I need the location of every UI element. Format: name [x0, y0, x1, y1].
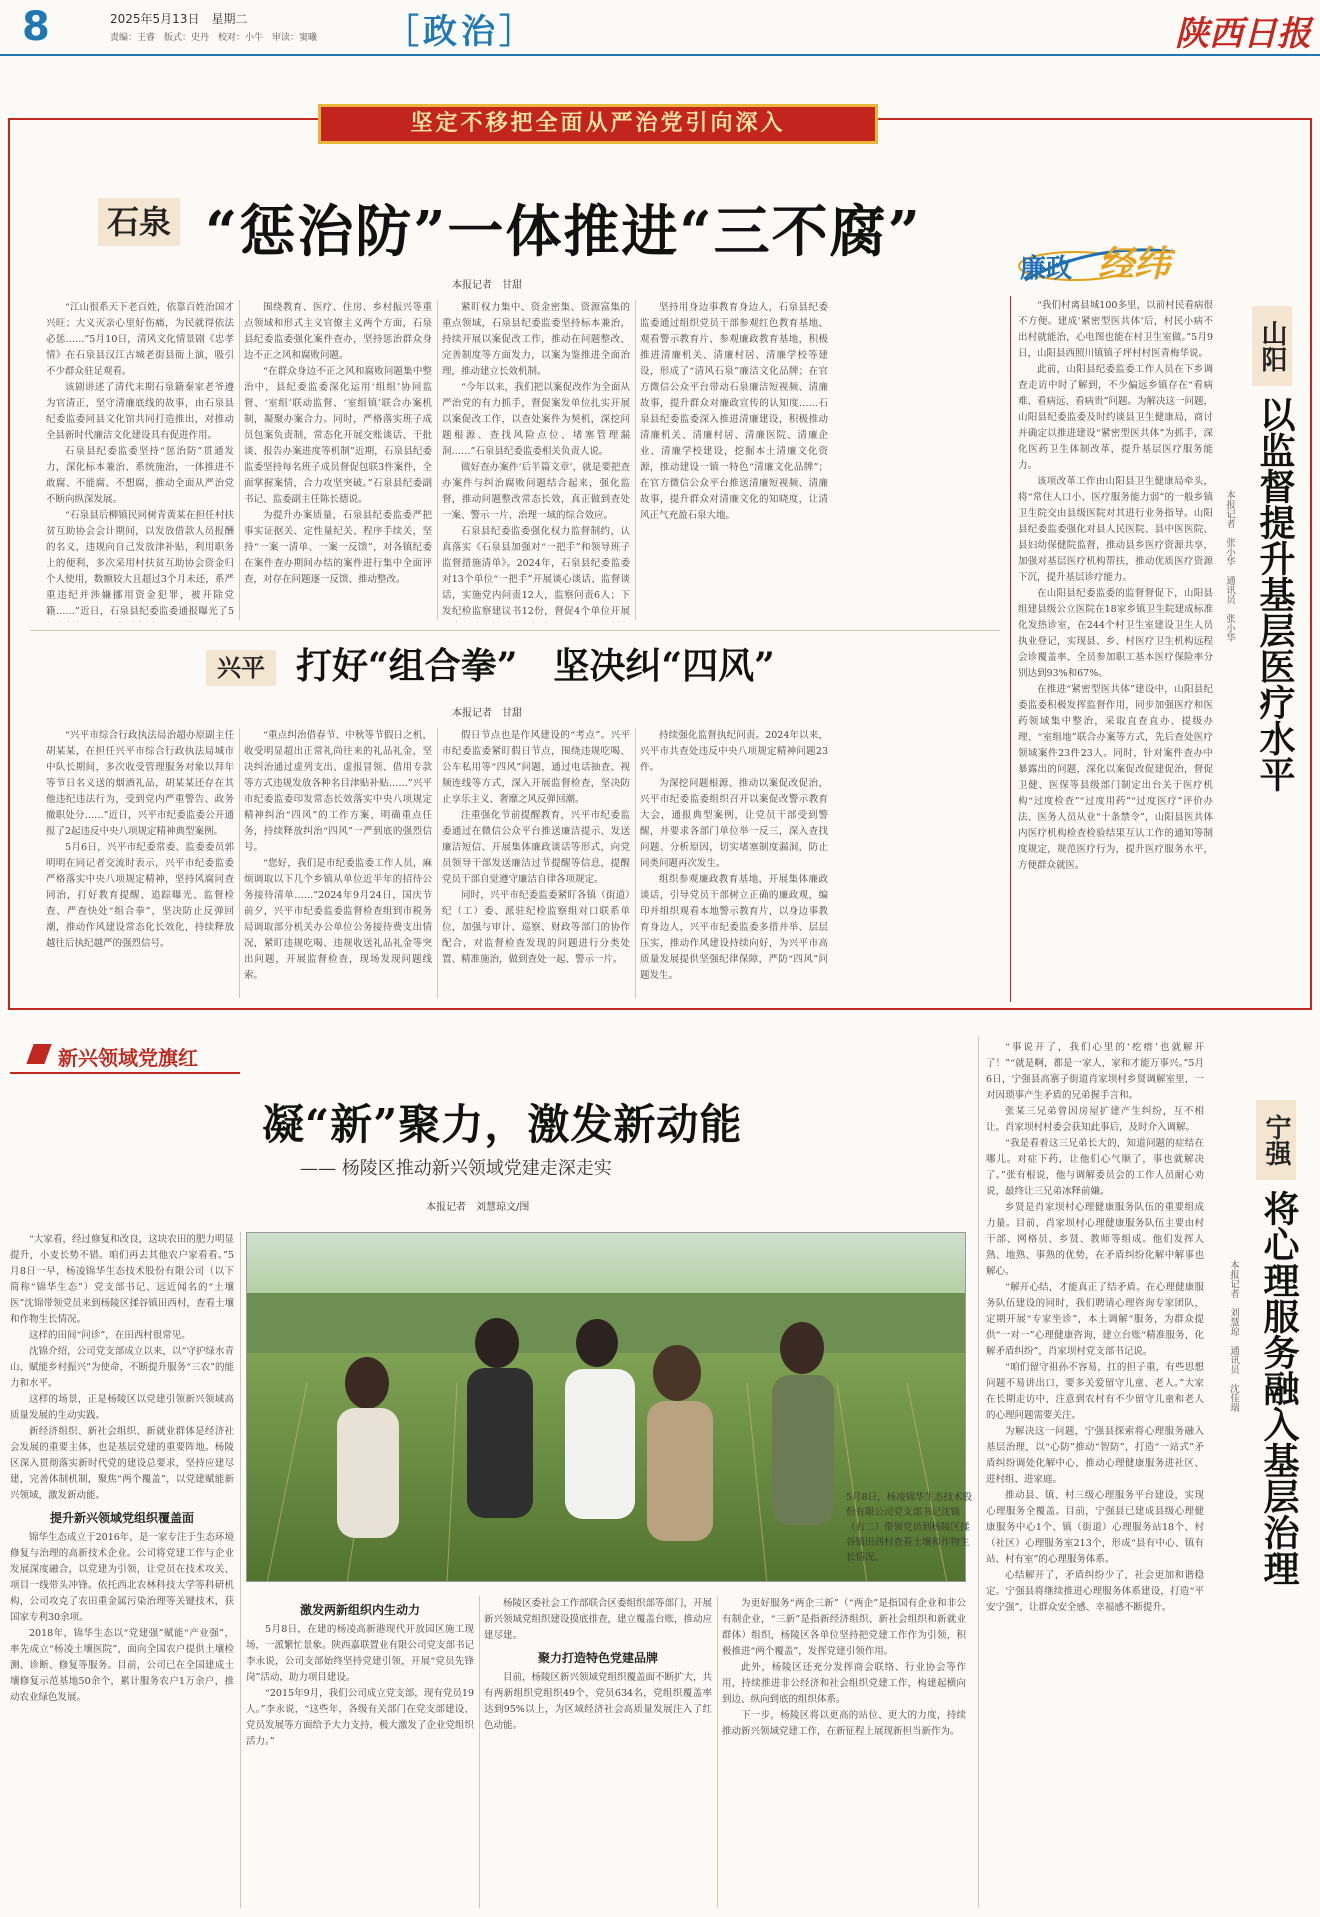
ningqiang-para: 推动县、镇、村三级心理服务平台建设，实现心理服务全覆盖。目前，宁强县已建成县级心理健康服务中心1个、镇（街道）心理服务站18个、村（社区）心理服务室213个，形成“县有中心、镇有站、村有室”的心理服务体系。	[986, 1490, 1204, 1565]
xinxing-subheading: 提升新兴领域党组织覆盖面	[49, 1511, 194, 1525]
xinxing-col-3	[484, 1596, 712, 1910]
ningqiang-para: “解开心结，才能真正了结矛盾。在心理健康服务队伍建设的同时，我们聘请心理咨询专家团队，定期开展“专家坐诊”，本土调解“服务，为群众提供“一对一”心理健康咨询，建立台账“精准服务，化解矛盾纠纷”，肖家坝村党支部书记说。	[986, 1282, 1204, 1357]
xingping-byline: 本报记者 甘甜	[452, 708, 522, 719]
xinxing-para: 这样的场景，正是杨陵区以党建引领新兴领域高质量发展的生动实践。	[10, 1394, 234, 1421]
xinxing-para: 为更好服务“两企三新”（“两企”是指国有企业和非公有制企业，“三新”是指新经济组织、新社会组织和新就业群体）组织，杨陵区各单位坚持把党建工作作为引领，积极推进“两个覆盖”，发挥党建引领作用。	[722, 1598, 966, 1657]
column-divider	[437, 728, 438, 998]
ningqiang-para: “我是看着这三兄弟长大的，知道问题的症结在哪儿。对症下药，让他们心气顺了，事也就解决了。”张有根说，他与调解委员会的工作人员耐心劝说，最终让三兄弟冰释前嫌。	[986, 1138, 1204, 1197]
ningqiang-para: 心结解开了，矛盾纠纷少了，社会更加和谐稳定。宁强县将继续推进心理服务体系建设，打造“平安宁强”，让群众安全感、幸福感不断提升。	[986, 1570, 1204, 1613]
ningqiang-para: 张某三兄弟曾因房屋扩建产生纠纷，互不相让。肖家坝村村委会获知此事后，及时介入调解。	[986, 1106, 1204, 1133]
xinxing-para: 杨陵区委社会工作部联合区委组织部等部门，开展新兴领域党组织建设摸底排查，建立覆盖台账，推动应建尽建。	[484, 1598, 712, 1641]
xinxing-headline: 凝“新”聚力，激发新动能	[262, 1100, 743, 1149]
photo-caption: 5月8日，杨凌锦华生态技术股份有限公司党支部书记沈锦（右二）带领党员到杨陵区揉谷镇田西村查看土壤和作物生长情况。	[846, 1492, 973, 1563]
xinxing-byline: 本报记者 刘慧琼文/图	[426, 1202, 530, 1213]
issue-date: 2025年5月13日 星期二	[110, 12, 248, 26]
shiquan-para: 该剧讲述了清代末期石泉籍秦家老爷遵为官清正，坚守清廉底线的故事，由石泉县纪委监委同县文化馆共同打造推出，对推动全县新时代廉洁文化建设具有促进作用。	[46, 382, 234, 441]
shanyang-para: 在山阳县纪委监委的监督督促下，山阳县组建县级公立医院在18家乡镇卫生院建成标准化发热诊室，在244个村卫生室建设卫生人员执业登记，实现县、乡、村医疗卫生机构远程会诊覆盖率、全员参加职工基本医疗保险率分别达到93%和67%。	[1018, 588, 1213, 679]
xingping-place-label: 兴平	[206, 650, 276, 686]
shanyang-para: 该项改革工作由山阳县卫生健康局牵头，将“常住人口小、医疗服务能力弱”的一般乡镇卫生院交由县级医院对其进行业务指导。山阳县纪委监委强化对县人民医院、县中医医院、县妇幼保健院监督，推动县乡医疗资源共享，加强对基层医疗机构帮扶，推动优质医疗资源下沉，提升基层诊疗能力。	[1018, 476, 1213, 583]
shiquan-col-3	[442, 300, 630, 622]
xingping-para: 持续强化监督执纪问责。2024年以来，兴平市共查处违反中央八项规定精神问题23件。	[640, 730, 828, 773]
xingping-col-4	[640, 728, 828, 1000]
lianzheng-text-2: 经纬	[1098, 244, 1171, 285]
xingping-headline: 打好“组合拳” 坚决纠“四风”	[296, 645, 775, 687]
column-divider	[635, 728, 636, 998]
xingping-para: 组织参观廉政教育基地，开展集体廉政谈话，引导党员干部树立正确的廉政观，编印并组织观看本地警示教育片，以身边事教育身边人，兴平市纪委监委多措并举、层层压实，推动作风建设持续向好，为兴平市高质量发展提供坚强纪律保障，严防“四风”问题发生。	[640, 874, 828, 981]
column-divider	[717, 1596, 718, 1908]
xinxing-tag-text: 新兴领域党旗红	[58, 1046, 198, 1070]
shanyang-col	[1018, 298, 1213, 1002]
xinxing-para: 新经济组织、新社会组织、新就业群体是经济社会发展的重要主体，也是基层党建的重要阵地。杨陵区深入贯彻落实新时代党的建设总要求，坚持应建尽建，完善体制机制，聚焦“两个覆盖”，以党建赋能新兴领域，激发新动能。	[10, 1426, 234, 1501]
editor-credits: 责编：王睿 版式：史丹 校对：小牛 审读：窦曦	[110, 33, 318, 43]
ningqiang-col	[986, 1040, 1204, 1910]
ningqiang-byline: 本报记者 刘慧琼 通讯员 沈佳瑞	[1228, 1260, 1239, 1412]
xinxing-subheading: 聚力打造特色党建品牌	[537, 1651, 658, 1665]
top-banner: 坚定不移把全面从严治党引向深入	[318, 104, 878, 144]
xinxing-para: 锦华生态成立于2016年，是一家专注于生态环境修复与治理的高新技术企业。公司将党建工作与企业发展深度融合，以党建为引领，让党员在技术攻关、项目一线带头冲锋。依托西北农林科技大学等科研机构，公司攻克了农田重金属污染治理等关键技术，获国家专利30余项。	[10, 1532, 234, 1623]
shiquan-para: “江山很系天下老百姓，依靠百姓治国才兴旺；大义灭亲心里好伤痛，为民就得依法必惩……”5月10日，清风文化情景剧《忠孝情》在石泉县汉江古城老街县衙上演，吸引不少群众驻足观看。	[46, 302, 234, 377]
column-divider	[1010, 296, 1011, 1002]
shanyang-headline: 以监督提升基层医疗水平	[1254, 396, 1296, 792]
page-number: 8	[22, 4, 50, 50]
xinxing-subheadline: —— 杨陵区推动新兴领域党建走深走实	[300, 1158, 612, 1179]
shiquan-col-1	[46, 300, 234, 622]
ningqiang-para: 乡贤是肖家坝村心理健康服务队伍的重要组成力量。目前，肖家坝村心理健康服务队伍主要由村干部、网格员、乡贤、教师等组成。他们发挥人熟、地熟、事熟的优势，在矛盾纠纷化解中解事也解心。	[986, 1202, 1204, 1277]
shanyang-para: “我们村离县城100多里，以前村民看病很不方便。建成‘紧密型医共体’后，村民小病不出村就能治，心电图也能在村卫生室做。”5月9日，山阳县西照川镇镇子坪村村医青梅华说。	[1018, 300, 1213, 359]
xinxing-para: “大家看，经过修复和改良，这块农田的肥力明显提升，小麦长势不错。咱们再去其他农户家看看。”5月8日一早，杨凌锦华生态技术股份有限公司（以下简称“锦华生态”）党支部书记、远近闻名的“土壤医”沈锦带领党员来到杨陵区揉谷镇田西村，查看土壤和作物生长情况。	[10, 1234, 234, 1325]
newspaper-logo: 陕西日报	[1175, 14, 1311, 54]
xinxing-para: “2015年9月，我们公司成立党支部，现有党员19人。”李永说，“这些年，各级有关部门在党支部建设、党员发展等方面给予大力支持，极大激发了企业党组织活力。”	[246, 1688, 474, 1747]
shiquan-para: 为提升办案质量，石泉县纪委监委严把事实证据关、定性量纪关、程序手续关，坚持“一案一清单、一案一反馈”，对各镇纪委在案件查办期间办结的案件进行集中全面评查，对存在问题逐一反馈、推动整改。	[244, 510, 432, 585]
lianzheng-text-1: 廉政	[1020, 254, 1073, 284]
xinxing-para: 5月8日，在建的杨凌高新港现代开放园区施工现场，一派繁忙景象。陕西嘉联置业有限公司党支部书记李永说，公司支部始终坚持党建引领，开展“党员先锋岗”活动，助力项目建设。	[246, 1624, 474, 1683]
header-rule	[0, 54, 1320, 56]
xinxing-para: 这样的田间“问诊”，在田西村很常见。	[29, 1330, 191, 1341]
shiquan-headline: “惩治防”一体推进“三不腐”	[205, 199, 922, 265]
xinxing-col-1	[10, 1232, 234, 1910]
xinxing-para: 沈锦介绍，公司党支部成立以来，以“守护绿水青山、赋能乡村振兴”为使命，不断提升服务“三农”的能力和水平。	[10, 1346, 234, 1389]
xinxing-col-2	[246, 1596, 474, 1910]
xingping-col-1	[46, 728, 234, 1000]
shiquan-para: “在群众身边不正之风和腐败问题集中整治中，县纪委监委深化运用‘组组’协同监督、‘室组’联动监督、‘室组镇’联合办案机制，凝聚办案合力。同时，严格落实班子成员包案负责制，常态化开展交账谈话、干批谈、报告办案进度等机制”近期，石泉县纪委监委坚持每名班子成员督促包联3件案件，全面掌握案情，合力攻坚突破。”石泉县纪委副书记、监委副主任陈长德说。	[244, 366, 432, 505]
xinxing-subheading: 激发两新组织内生动力	[299, 1603, 420, 1617]
shiquan-para: 坚持用身边事教育身边人，石泉县纪委监委通过组织党员干部参观红色教育基地、观看警示教育片、参观廉政教育基地，积极推进清廉机关、清廉村居、清廉学校等建设，形成了“清风石泉”廉洁文化品牌；在官方微信公众平台带动石泉廉洁短视频、清廉故事，提升群众对廉政宣传的认知度……石泉县纪委监委深入推进清廉建设，积极推动清廉机关、清廉村居、清廉医院、清廉企业、清廉学校建设，挖掘本土清廉文化资源，推动建设一镇一特色“清廉文化品牌”；在官方微信公众平台推送清廉短视频、清廉故事，提升群众对清廉文化的知晓度，让清风正气充盈石泉大地。	[640, 302, 828, 521]
xingping-para: 为深挖问题根源、推动以案促改促治，兴平市纪委监委组织召开以案促改警示教育大会，通报典型案例，让党员干部受到警醒，并要求各部门单位举一反三，深入查找问题、分析原因，切实堵塞制度漏洞，防止同类问题再次发生。	[640, 778, 828, 869]
column-divider	[635, 300, 636, 620]
column-divider	[978, 1036, 979, 1908]
xingping-para: “兴平市综合行政执法局治超办原副主任胡某某，在担任兴平市综合行政执法局城市中队长期间，多次收受管理服务对象以拜年等节日名义送的烟酒礼品，胡某某还存在其他违纪违法行为，受到党内严重警告、政务撤职处分……”近日，兴平市纪委监委公开通报了2起违反中央八项规定精神典型案例。	[46, 730, 234, 837]
xingping-col-2	[244, 728, 432, 1000]
shanyang-para: 此前，山阳县纪委监委工作人员在下乡调查走访中时了解到，不少偏远乡镇存在“看病难、看病远、看病贵”问题。为解决这一问题，山阳县纪委监委及时约谈县卫生健康局，商讨并确定以推进建设“紧密型医共体”为抓手，深化医药卫生体制改革，提升基层医疗服务能力。	[1018, 364, 1213, 471]
xinxing-para: 目前，杨陵区新兴领域党组织覆盖面不断扩大，共有两新组织党组织49个，党员634名，党组织覆盖率达到95%以上，为区域经济社会高质量发展注入了红色动能。	[484, 1672, 712, 1731]
xingping-col-3	[442, 728, 630, 1000]
column-divider	[479, 1596, 480, 1908]
xingping-para: 注重强化节前提醒教育，兴平市纪委监委通过在微信公众平台推送廉洁提示、发送廉洁短信、开展集体廉政谈话等形式，向党员领导干部发送廉洁过节提醒等信息，提醒党员干部自觉遵守廉洁自律各项规定。	[442, 810, 630, 885]
xinxing-para: 此外，杨陵区还充分发挥商会联络、行业协会等作用，持续推进非公经济和社会组织党建工作，构建起横向到边、纵向到底的组织体系。	[722, 1662, 966, 1705]
shiquan-para: 石泉县纪委监委强化权力监督制约，认真落实《石泉县加强对“一把手”和领导班子监督措施清单》。2024年，石泉县纪委监委对13个单位“一把手”开展谈心谈话、监督谈话，实施党内问责12人，监察问责6人；下发纪检监察建议书12份，督促4个单位开展	[442, 526, 630, 617]
shiquan-para: 围绕教育、医疗、住房、乡村振兴等重点领域和形式主义官僚主义两个方面，石泉县纪委监委强化案件查办，坚持惩治群众身边不正之风和腐败问题。	[244, 302, 432, 361]
section-title: ［政治］	[385, 12, 537, 52]
shanyang-para: 在推进“紧密型医共体”建设中，山阳县纪委监委积极发挥监督作用，同步加强医疗和医药领域集中整治，采取直查直办、提级办理、“室组地”联合办案等方式，先后查处医疗领域案件23件23人。同时，针对案件查办中暴露出的问题，深化以案促改促建促治，督促卫健、医保等县级部门制定出台关于医疗机构“过度检查”“过度用药”“过度医疗”评价办法、医务人员从业“十条禁令”，山阳县医共体内医疗机构检查检验结果互认工作的通知等制度规定，规范医疗行为，提升医疗服务水平，方便群众就医。	[1018, 684, 1213, 871]
xinxing-para: 2018年，锦华生态以“党建强”赋能“产业强”，率先成立“杨凌土壤医院”，面向全国农户提供土壤检测、诊断、修复等服务。目前，公司已在全国建成土壤修复示范基地50余个，累计服务农户1万余户，推动农业绿色发展。	[10, 1628, 234, 1703]
shiquan-para: 紧盯权力集中、资金密集、资源富集的重点领域，石泉县纪委监委坚持标本兼治，持续开展以案促改工作，推动在问题整改、完善制度等方面发力，以案为鉴推进全面治理，推动建立长效机制。	[442, 302, 630, 377]
xinxing-col-4	[722, 1596, 966, 1910]
xingping-para: 假日节点也是作风建设的“考点”。兴平市纪委监委紧盯假日节点，围绕违规吃喝、公车私用等“四风”问题，通过电话抽查、视频连线等方式，深入开展监督检查，坚决防止享乐主义、奢靡之风反弹回潮。	[442, 730, 630, 805]
shiquan-byline: 本报记者 甘甜	[452, 280, 522, 291]
shanyang-byline: 本报记者 张小华 通讯员 张小华	[1224, 490, 1235, 642]
ningqiang-place-label: 宁强	[1256, 1100, 1296, 1180]
shiquan-col-4	[640, 300, 828, 622]
ningqiang-headline: 将心理服务融入基层治理	[1258, 1190, 1300, 1586]
column-divider	[240, 1232, 241, 1908]
ningqiang-para: 为解决这一问题，宁强县探索将心理服务融入基层治理，以“心防”推动“智防”，打造“一站式”矛盾纠纷调处化解中心，推动心理健康服务进社区、进村组、进家庭。	[986, 1426, 1204, 1485]
shanyang-place-label: 山阳	[1252, 306, 1292, 386]
shiquan-col-2	[244, 300, 432, 622]
ningqiang-para: “咱们留守祖孙不容易，扛的担子重，有些思想问题不易讲出口，要多关爱留守儿童、老人。”大家在长期走访中，注意到农村有不少留守儿童和老人的心理问题需要关注。	[986, 1362, 1204, 1421]
ningqiang-para: “事说开了，我们心里的‘疙瘩’也就解开了！”“就是啊，都是一家人，家和才能万事兴。”5月6日，宁强县高寨子街道肖家坝村乡贤调解室里，一对因琐事产生矛盾的兄弟握手言和。	[986, 1042, 1204, 1101]
column-divider	[239, 300, 240, 620]
xinxing-para: 下一步，杨陵区将以更高的站位、更大的力度，持续推动新兴领域党建工作，在新征程上展现新担当新作为。	[722, 1710, 966, 1737]
shiquan-para: “今年以来，我们把以案促改作为全面从严治党的有力抓手，督促案发单位扎实开展以案促改工作，以查处案件为契机，深挖问题根源、查找风险点位、堵塞管理漏洞……”石泉县纪委监委相关负责人说。	[442, 382, 630, 457]
xingping-para: “您好，我们是市纪委监委工作人员，麻烦调取以下几个乡镇从单位近半年的招待公务接待清单……”2024年9月24日，国庆节前夕，兴平市纪委监委监督检查组到市税务局调取部分机关办公单位公务接待费支出情况，紧盯违规吃喝、违规收送礼品礼金等突出问题，开展监督检查，现场发现问题线索。	[244, 858, 432, 981]
shiquan-para: 做好查办案件‘后半篇文章’，就是要把查办案件与纠治腐败问题结合起来，强化监督，推动问题整改常态长效，真正做到查处一案、警示一片、治理一域的综合效应。	[442, 462, 630, 521]
section-divider	[30, 630, 1000, 631]
xingping-para: 同时，兴平市纪委监委紧盯各镇（街道）纪（工）委、派驻纪检监察组对口联系单位，加强与审计、巡察、财政等部门的协作配合，对监督检查发现的问题进行分类处置、精准施治，做到查处一起、警示一片。	[442, 890, 630, 965]
column-divider	[437, 300, 438, 620]
shiquan-para: 石泉县纪委监委坚持“惩治防”贯通发力，深化标本兼治、系统施治，一体推进不敢腐、不能腐、不想腐，推动全面从严治党不断向纵深发展。	[46, 446, 234, 505]
xingping-para: 5月6日，兴平市纪委常委、监委委员郭明明在同记者交流时表示，兴平市纪委监委严格落实中央八项规定精神，坚持风腐同查同治，打好教育提醒、追踪曝光、监督检查、严查快处“组合拳”，坚决防止反弹回潮，推动作风建设常态化长效化，持续释放越往后执纪越严的强烈信号。	[46, 842, 234, 949]
column-divider	[239, 728, 240, 998]
shiquan-para: “石泉县后柳镇民同树青黄某在担任村扶贫互助协会会计期间，以发放借款人员报酬的名义，违规向自己发放津补贴，利用职务上的便利，多次采用村扶贫互助协会资金归个人使用，数额较大且超过3个月未还，系严重违纪并涉嫌挪用资金犯罪，被开除党籍……”近日，石泉县纪委监委通报曝光了5	[46, 510, 234, 617]
xingping-para: “重点纠治借春节、中秋等节假日之机，收受明显超出正常礼尚往来的礼品礼金，坚决纠治通过虚列支出、虚报冒领、借用专款等方式违规发放各种名目津贴补贴……”兴平市纪委监委印发常态长效落实中央八项规定精神纠治“四风”的工作方案，明确重点任务，持续释放纠治“四风”一严到底的强烈信号。	[244, 730, 432, 853]
shiquan-place-label: 石泉	[98, 198, 180, 246]
